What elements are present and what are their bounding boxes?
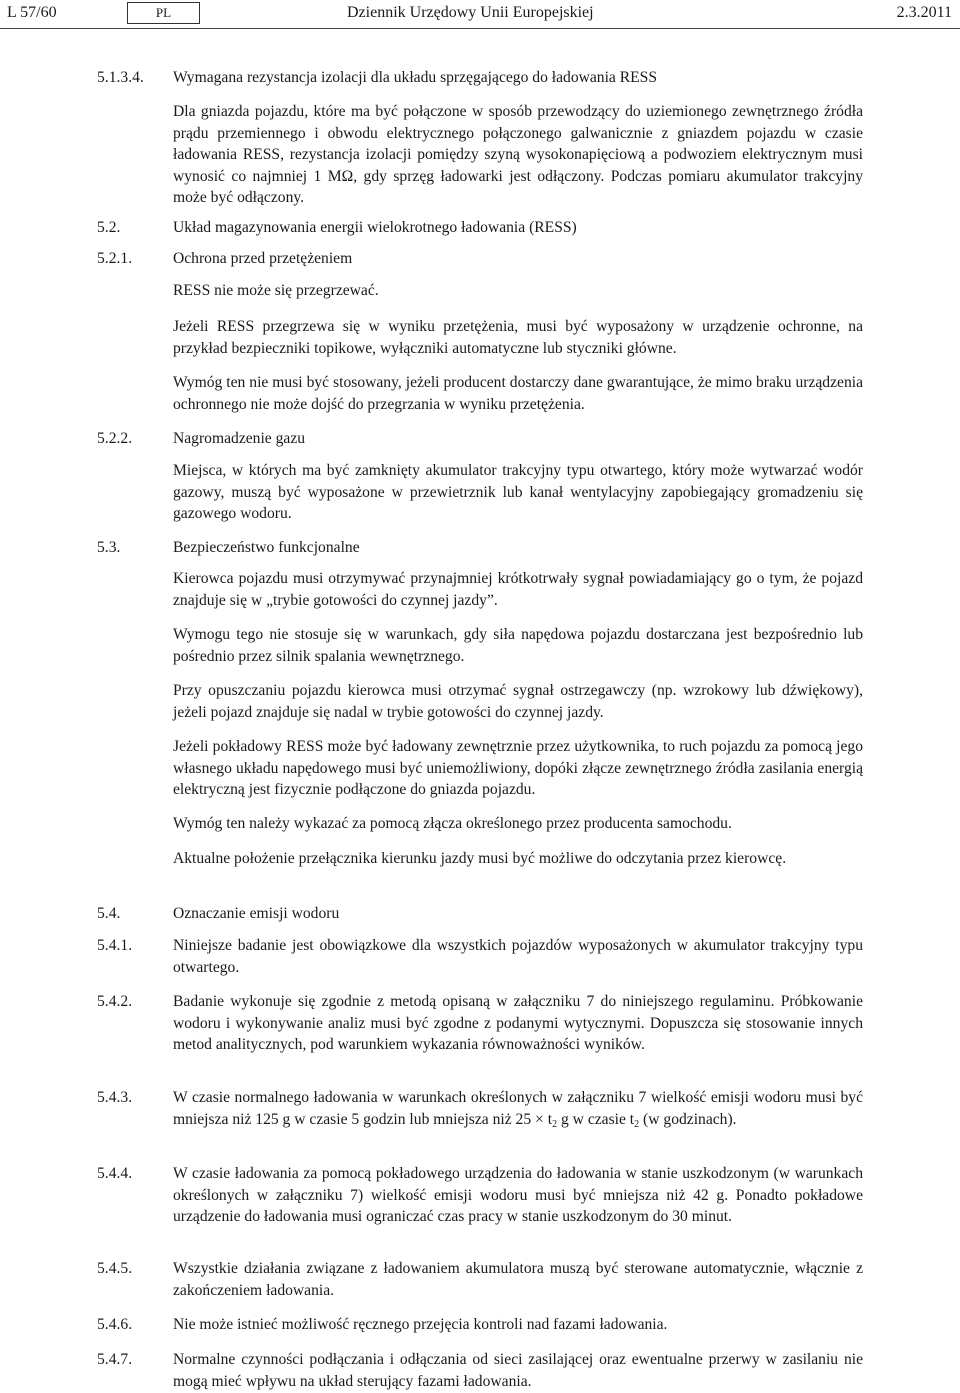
paragraph: Kierowca pojazdu musi otrzymywać przynajmniej krótkotrwały sygnał powiadamiający go o tym, że pojazd znajduje się w „trybie gotowości do czynnej jazdy”. — [173, 570, 863, 609]
section-number: 5.1.3.4. — [97, 69, 144, 86]
paragraph: RESS nie może się przegrzewać. — [173, 282, 379, 299]
section-title: Wymagana rezystancja izolacji dla układu sprzęgającego do ładowania RESS — [173, 69, 658, 86]
paragraph: Wymogu tego nie stosuje się w warunkach, gdy siła napędowa pojazdu dostarczana jest bezpośrednio lub pośrednio przez silnik spalania wewnętrznego. — [173, 626, 863, 665]
section-number: 5.4. — [97, 905, 121, 922]
paragraph: Jeżeli pokładowy RESS może być ładowany zewnętrznie przez użytkownika, to ruch pojazdu za pomocą jego własnego układu napędowego musi być uniemożliwiony, dopóki złącze zewnętrznego źródła zasilania energią elektryczną jest fizycznie podłączone do gniazda pojazdu. — [173, 738, 863, 798]
text-run: g w czasie t — [557, 1110, 635, 1128]
text-run: (w godzinach). — [639, 1110, 737, 1128]
section-number: 5.2. — [97, 219, 121, 236]
section-number: 5.4.4. — [97, 1165, 133, 1182]
section-number: 5.4.2. — [97, 993, 133, 1010]
language-badge: PL — [127, 2, 200, 24]
section-title: Nagromadzenie gazu — [173, 430, 306, 447]
subscript: 2 — [634, 1118, 640, 1130]
paragraph: Miejsca, w których ma być zamknięty akumulator trakcyjny typu otwartego, który może wytwarzać wodór gazowy, muszą być wyposażone w przewietrznik lub kanał wentylacyjny zapobiegający gromadzeniu się gazowego wodoru. — [173, 462, 863, 522]
paragraph: Wszystkie działania związane z ładowaniem akumulatora muszą być sterowane automatycznie, włącznie z zakończeniem ładowania. — [173, 1260, 863, 1299]
paragraph — [173, 1087, 863, 1130]
page-reference: L 57/60 — [7, 4, 57, 21]
paragraph: W czasie ładowania za pomocą pokładowego urządzenia do ładowania w stanie uszkodzonym (w warunkach określonych w załączniku 7) wielkość emisji wodoru musi być mniejsza niż 42 g. Ponadto pokładowe urządzenie do ładowania musi ograniczać czas pracy w stanie uszkodzonym do 30 minut. — [173, 1165, 863, 1225]
paragraph: Wymóg ten nie musi być stosowany, jeżeli producent dostarczy dane gwarantujące, że mimo braku urządzenia ochronnego nie może dojść do przegrzania w wyniku przetężenia. — [173, 374, 863, 413]
paragraph: Dla gniazda pojazdu, które ma być połączone w sposób przewodzący do uziemionego zewnętrznego źródła prądu przemiennego i obwodu elektrycznego połączonego galwanicznie z gniazdem pojazdu w czasie ładowania RESS, rezystancja izolacji pomiędzy szyną wysokonapięciową a podwoziem elektrycznym musi wynosić co najmniej 1 MΩ, gdy sprzęg ładowarki jest odłączony. Podczas pomiaru akumulator trakcyjny może być odłączony. — [173, 103, 863, 206]
publication-date: 2.3.2011 — [896, 4, 952, 21]
text-run: W czasie normalnego ładowania w warunkach określonych w załączniku 7 wielkość emisji wodoru musi być mniejsza niż 125 g w czasie 5 godzin lub mniejsza niż 25 × t — [173, 1089, 863, 1128]
section-number: 5.4.3. — [97, 1089, 133, 1106]
page-header — [0, 0, 960, 34]
paragraph: Nie może istnieć możliwość ręcznego przejęcia kontroli nad fazami ładowania. — [173, 1316, 668, 1333]
section-number: 5.3. — [97, 539, 121, 556]
paragraph: Jeżeli RESS przegrzewa się w wyniku przetężenia, musi być wyposażony w urządzenie ochronne, na przykład bezpieczniki topikowe, wyłączniki automatyczne lub styczniki główne. — [173, 318, 863, 357]
section-number: 5.2.2. — [97, 430, 133, 447]
section-title: Oznaczanie emisji wodoru — [173, 905, 340, 922]
section-title: Układ magazynowania energii wielokrotnego ładowania (RESS) — [173, 219, 577, 236]
section-title: Bezpieczeństwo funkcjonalne — [173, 539, 360, 556]
header-divider — [0, 28, 960, 29]
section-number: 5.4.7. — [97, 1351, 133, 1368]
section-title: Ochrona przed przetężeniem — [173, 250, 353, 267]
journal-title: Dziennik Urzędowy Unii Europejskiej — [347, 4, 594, 21]
section-number: 5.4.1. — [97, 937, 133, 954]
paragraph: Przy opuszczaniu pojazdu kierowca musi otrzymać sygnał ostrzegawczy (np. wzrokowy lub dźwiękowy), jeżeli pojazd znajduje się nadal w trybie gotowości do czynnej jazdy. — [173, 682, 863, 721]
section-number: 5.2.1. — [97, 250, 133, 267]
paragraph: Badanie wykonuje się zgodnie z metodą opisaną w załączniku 7 do niniejszego regulaminu. Próbkowanie wodoru i wykonywanie analiz musi być zgodne z podanymi wytycznymi. Dopuszcza się stosowanie innych metod analitycznych, pod warunkiem wykazania równoważności wyników. — [173, 993, 863, 1053]
section-number: 5.4.5. — [97, 1260, 133, 1277]
paragraph: Niniejsze badanie jest obowiązkowe dla wszystkich pojazdów wyposażonych w akumulator trakcyjny typu otwartego. — [173, 937, 863, 976]
paragraph: Wymóg ten należy wykazać za pomocą złącza określonego przez producenta samochodu. — [173, 815, 732, 832]
paragraph: Aktualne położenie przełącznika kierunku jazdy musi być możliwe do odczytania przez kierowcę. — [173, 850, 787, 867]
section-number: 5.4.6. — [97, 1316, 133, 1333]
paragraph: Normalne czynności podłączania i odłączania od sieci zasilającej oraz ewentualne przerwy w zasilaniu nie mogą mieć wpływu na układ sterujący fazami ładowania. — [173, 1351, 863, 1390]
subscript: 2 — [552, 1118, 558, 1130]
